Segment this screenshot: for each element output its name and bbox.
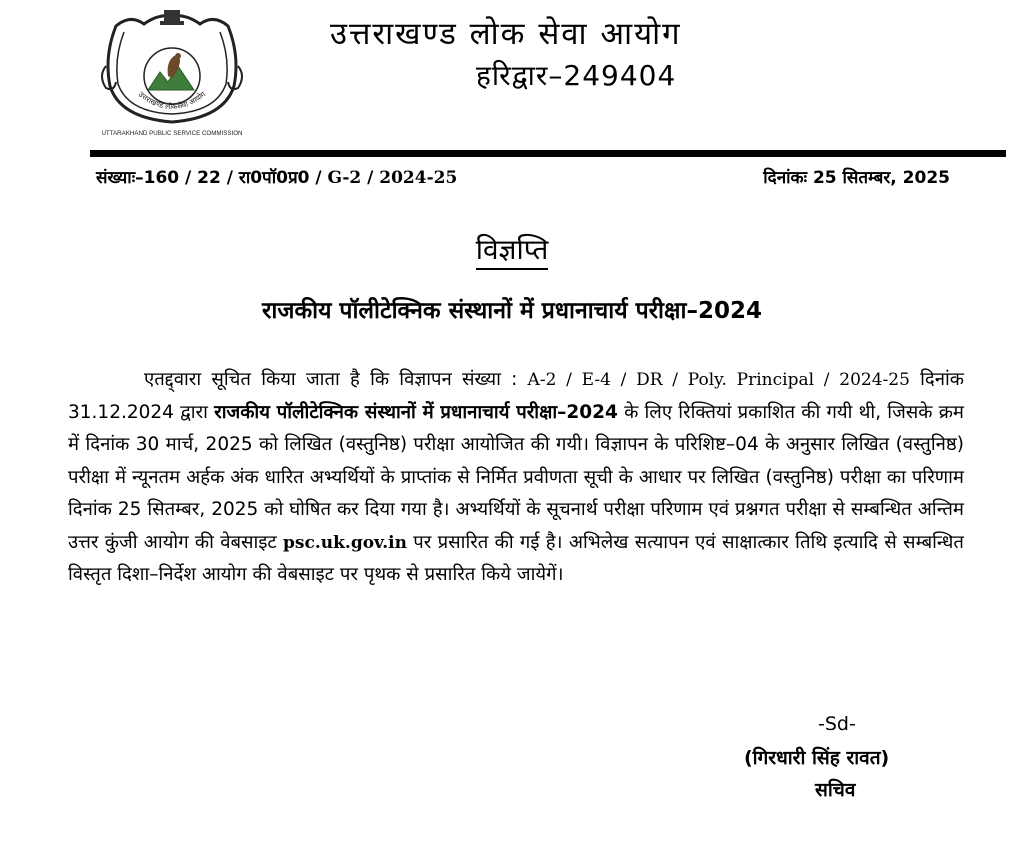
body-text-2: दिनांक 31.12.2024 द्वारा [68,369,964,423]
signature-sd: -Sd- [818,713,856,735]
header-rule [90,150,1006,157]
svg-text:उत्तराखण्ड लोकसेवा आयोग [137,89,208,111]
website-link[interactable]: psc.uk.gov.in [283,532,407,553]
signatory-name: (गिरधारी सिंह रावत) [744,747,890,769]
notice-subject: राजकीय पॉलीटेक्निक संस्थानों में प्रधानाचार्य परीक्षा–2024 [262,298,762,324]
signatory-designation: सचिव [815,779,856,801]
body-text-4: पर प्रसारित की गई है। अभिलेख सत्यापन एवं साक्षात्कार तिथि इत्यादि से सम्बन्धित विस्तृत दिशा–निर्देश आयोग की वेबसाइट पर पृथक से प्रसारित किये जायेगें। [68,531,964,585]
notice-body [68,364,964,592]
emblem-icon [96,6,248,138]
organization-name: उत्तराखण्ड लोक सेवा आयोग [330,16,682,52]
body-text-1: एतद्द्वारा सूचित किया जाता है कि विज्ञापन संख्या : [144,369,528,390]
body-text-3: के लिए रिक्तियां प्रकाशित की गयी थी, जिसके क्रम में दिनांक 30 मार्च, 2025 को लिखित (वस्तुनिष्ठ) परीक्षा आयोजित की गयी। विज्ञापन के परिशिष्ट–04 के अनुसार लिखित (वस्तुनिष्ठ) परीक्षा में न्यूनतम अर्हक अंक धारित अभ्यर्थियों के प्राप्तांक से निर्मित प्रवीणता सूची के आधार पर लिखित (वस्तुनिष्ठ) परीक्षा का परिणाम दिनांक 25 सितम्बर, 2025 को घोषित कर दिया गया है। अभ्यर्थियों के सूचनार्थ परीक्षा परिणाम एवं प्रश्नगत परीक्षा से सम्बन्धित अन्तिम उत्तर कुंजी आयोग की वेबसाइट [68,401,964,553]
organization-address: हरिद्वार–249404 [476,59,677,92]
reference-number [96,165,457,188]
logo-emblem-text: उत्तराखण्ड लोकसेवा आयोग [136,89,208,112]
notice-title [0,230,1024,268]
exam-name-bold: राजकीय पॉलीटेक्निक संस्थानों में प्रधानाचार्य परीक्षा–2024 [214,401,618,423]
logo-caption: UTTARAKHAND PUBLIC SERVICE COMMISSION [101,130,243,137]
advertisement-number: A-2 / E-4 / DR / Poly. Principal / 2024-25 [527,370,910,390]
commission-logo [96,6,248,138]
reference-suffix: G-2 / 2024-25 [327,168,458,188]
notice-date: दिनांकः 25 सितम्बर, 2025 [763,168,950,188]
notice-title-text: विज्ञप्ति [476,233,549,270]
reference-prefix: संख्याः–160 / 22 / रा0पॉ0प्र0 / [96,168,328,188]
